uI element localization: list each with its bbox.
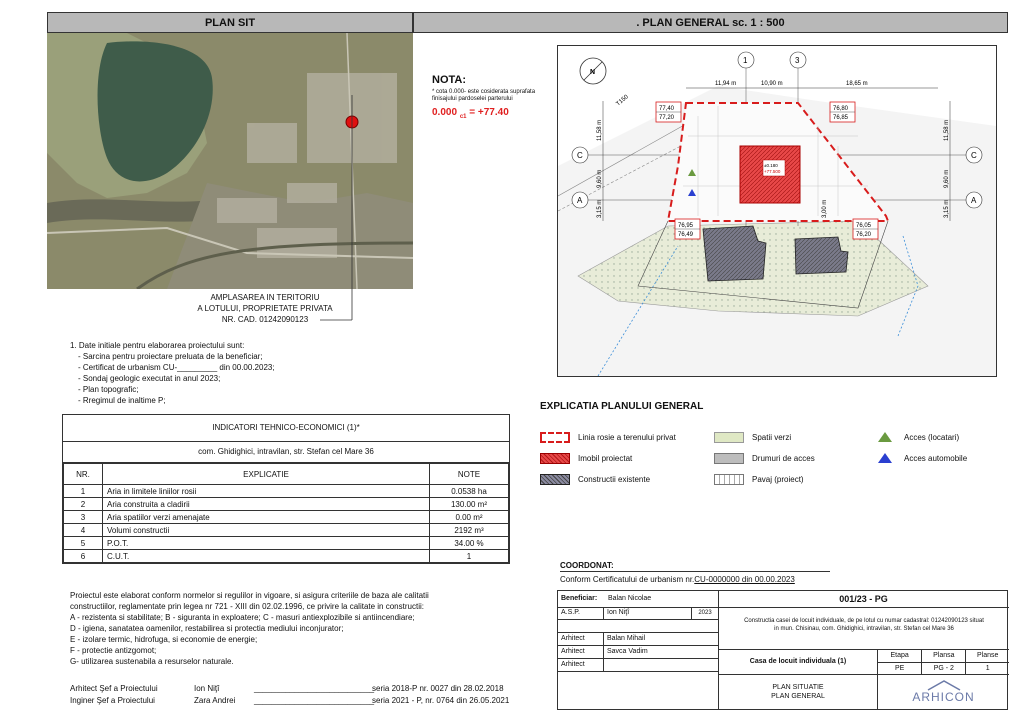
legend-label: Spatii verzi xyxy=(752,433,792,442)
level-value: 0.000 xyxy=(432,107,458,118)
axis-a-left: A xyxy=(577,196,583,205)
row-explicatie: Volumi constructii xyxy=(103,524,430,537)
sheet-title-line-2: PLAN GENERAL xyxy=(771,693,825,700)
dim-left-2: 9,60 m xyxy=(597,169,603,188)
asp-name: Ion Niţî xyxy=(604,607,692,619)
dim-top-3: 18,65 m xyxy=(846,81,868,87)
level-3-bottom: 76,49 xyxy=(678,232,694,238)
initial-data-title: 1. Date initiale pentru elaborarea proiectului sunt: xyxy=(70,341,245,350)
legend-label: Linia rosie a terenului privat xyxy=(578,433,676,442)
level-1-top: 77,40 xyxy=(659,106,675,112)
staff-table xyxy=(558,607,718,672)
caption-line-3: NR. CAD. 01242090123 xyxy=(221,315,309,324)
year: 2023 xyxy=(698,610,712,616)
row-nr: 1 xyxy=(64,485,103,498)
row-note: 0.00 m² xyxy=(430,511,509,524)
row-explicatie: C.U.T. xyxy=(103,550,430,563)
building-level-1: ±0.180 xyxy=(764,163,778,168)
plan-sit-title: PLAN SIT xyxy=(204,16,256,29)
initial-item-3: - Sondaj geologic executat in anul 2023; xyxy=(78,374,221,383)
legend-paving xyxy=(714,474,804,485)
dim-left-3: 3,15 m xyxy=(597,199,603,218)
dim-right-2: 9,60 m xyxy=(944,169,950,188)
initial-item-4: - Plan topografic; xyxy=(78,385,139,394)
staff-name: Savca Vadim xyxy=(607,648,648,655)
signature-row xyxy=(70,683,550,695)
level-sub: c1 xyxy=(459,114,467,120)
axis-c-left: C xyxy=(577,151,583,160)
initial-data xyxy=(70,340,370,406)
sig-line: ___________________________ xyxy=(254,696,375,705)
etapa-label: Etapa xyxy=(878,650,922,662)
asp-row xyxy=(558,607,718,620)
row-nr: 5 xyxy=(64,537,103,550)
sig-role: Arhitect Şef a Proiectului xyxy=(70,684,158,693)
dim-top-1: 11,94 m xyxy=(715,81,737,87)
legend-title: EXPLICATIA PLANULUI GENERAL xyxy=(540,401,704,412)
axis-1: 1 xyxy=(743,56,748,65)
col-nr: NR. xyxy=(64,464,103,485)
row-explicatie: Aria in limitele liniilor rosii xyxy=(103,485,430,498)
signature-row xyxy=(70,695,550,707)
sig-name: Ion Niţî xyxy=(194,684,220,693)
compliance-line-3: A - rezistenta si stabilitate; B - siguranta in exploatere; C - masuri antiexplozibile si antiincendiare; xyxy=(70,613,415,622)
coordonat-ref: CU-0000000 din 00.00.2023 xyxy=(694,575,795,584)
dim-right-1: 11,58 m xyxy=(944,119,950,141)
red-line-swatch xyxy=(540,432,570,443)
legend-projected xyxy=(540,453,632,464)
legend-label: Constructii existente xyxy=(578,475,651,484)
etapa-value: PE xyxy=(878,663,922,675)
row-nr: 3 xyxy=(64,511,103,524)
legend-label: Imobil proiectat xyxy=(578,454,633,463)
table-row xyxy=(64,485,509,498)
plansa-value: PG - 2 xyxy=(922,663,966,675)
nota-level xyxy=(432,107,542,120)
green-swatch xyxy=(714,432,744,443)
legend-car-access xyxy=(878,453,967,463)
indicators-title: INDICATORI TEHNICO-ECONOMICI (1)* xyxy=(63,415,509,442)
site-plan-drawing xyxy=(558,46,996,376)
compliance-line-6: F - protectie antizgomot; xyxy=(70,646,157,655)
staff-role: Arhitect xyxy=(558,646,604,658)
resident-access-legend-icon xyxy=(878,432,892,442)
nota-title: NOTA: xyxy=(432,74,467,86)
initial-item-5: - Rregimul de inaltime P; xyxy=(78,396,166,405)
legend-red-line xyxy=(540,432,676,443)
level-3-top: 76,95 xyxy=(678,223,694,229)
legend-roads xyxy=(714,453,815,464)
level-2-bottom: 76,85 xyxy=(833,115,849,121)
table-row xyxy=(64,524,509,537)
planse-value: 1 xyxy=(985,665,990,672)
company-logo xyxy=(878,679,1009,707)
signatures xyxy=(70,683,550,707)
existing-swatch xyxy=(540,474,570,485)
staff-name: Balan Mihail xyxy=(607,635,646,642)
nota-block xyxy=(432,74,542,120)
legend-label: Acces (locatari) xyxy=(904,432,960,442)
compliance-line-2: constructiilor, reglamentate prin legea nr 721 - XIII din 02.02.1996, ce privire la calitate in constructii: xyxy=(70,602,424,611)
indicators-table xyxy=(63,463,509,563)
map-pointer xyxy=(260,95,360,325)
dim-right-3: 3,15 m xyxy=(944,199,950,218)
table-row xyxy=(64,537,509,550)
asp-label: A.S.P. xyxy=(558,607,604,619)
row-nr: 6 xyxy=(64,550,103,563)
sig-name: Zara Andrei xyxy=(194,696,236,705)
projected-swatch xyxy=(540,453,570,464)
dim-top-2: 10,90 m xyxy=(761,81,783,87)
description-line-2: in mun. Chisinau, com. Ghidighici, intravilan, str. Stefan cel Mare 36 xyxy=(774,626,954,632)
row-nr: 2 xyxy=(64,498,103,511)
indicators-subtitle: com. Ghidighici, intravilan, str. Stefan cel Mare 36 xyxy=(63,442,509,463)
paving-swatch xyxy=(714,474,744,485)
roads-swatch xyxy=(714,453,744,464)
plan-sit-header xyxy=(47,12,413,33)
staff-role: Arhitect xyxy=(558,659,604,671)
svg-text:N: N xyxy=(590,69,596,76)
beneficiar-name: Balan Nicolae xyxy=(608,595,652,602)
staff-name xyxy=(604,659,607,671)
caption-line-2: A LOTULUI, PROPRIETATE PRIVATA xyxy=(197,304,333,313)
dim-left-1: 11,58 m xyxy=(597,119,603,141)
beneficiar-cell xyxy=(558,591,719,608)
legend-resident-access xyxy=(878,432,959,442)
level-abs: = +77.40 xyxy=(469,107,509,118)
sig-role: Inginer Şef a Proiectului xyxy=(70,696,155,705)
project-code: 001/23 - PG xyxy=(718,591,1009,608)
nota-text-1: * cota 0.000- este cosiderata suprafata xyxy=(432,89,536,95)
indicators-table-block xyxy=(62,414,510,564)
level-4-top: 76,05 xyxy=(856,223,872,229)
plan-general-title: . PLAN GENERAL sc. 1 : 500 xyxy=(636,16,785,29)
legend-green xyxy=(714,432,791,443)
nota-text-2: finisajului pardoselei parterului xyxy=(432,96,513,102)
sheet-info xyxy=(878,650,1009,674)
initial-item-1: - Sarcina pentru proiectare preluata de la beneficiar; xyxy=(78,352,263,361)
plan-general-header xyxy=(413,12,1008,33)
description-line-1: Constructia casei de locuit individuale, de pe lotul cu numar cadastral: 01242090123 situat xyxy=(744,618,984,624)
sig-cert: seria 2018-P nr. 0027 din 28.02.2018 xyxy=(372,684,504,693)
coordonat-line: Conform Certificatului de urbanism nr. xyxy=(560,575,695,584)
map-caption xyxy=(190,292,340,325)
compliance-line-1: Proiectul este elaborat conform normelor si regulilor in vigoare, si asigura criteriile de baza ale calitatii xyxy=(70,591,429,600)
row-explicatie: Aria spatiilor verzi amenajate xyxy=(103,511,430,524)
legend-label: Drumuri de acces xyxy=(752,454,815,463)
row-note: 130.00 m² xyxy=(430,498,509,511)
staff-role: Arhitect xyxy=(558,633,604,645)
axis-3: 3 xyxy=(795,56,800,65)
logo-text: ARHICON xyxy=(912,690,975,704)
title-block xyxy=(557,590,1008,710)
staff-row xyxy=(558,646,718,659)
beneficiar-label: Beneficiar: xyxy=(561,595,598,602)
coordonat-title: COORDONAT: xyxy=(560,561,830,572)
row-note: 2192 m³ xyxy=(430,524,509,537)
col-explicatie: EXPLICATIE xyxy=(103,464,430,485)
legend-label: Acces automobile xyxy=(904,453,968,463)
car-access-legend-icon xyxy=(878,453,892,463)
building-level-2: +77.500 xyxy=(764,169,781,174)
compliance-line-5: E - izolare termic, hidrofuga, si economie de energie; xyxy=(70,635,258,644)
row-nr: 4 xyxy=(64,524,103,537)
level-2-top: 76,80 xyxy=(833,106,849,112)
caption-line-1: AMPLASAREA IN TERITORIU xyxy=(210,293,320,302)
axis-c-right: C xyxy=(971,151,977,160)
compliance-line-7: G- utilizarea sustenabila a resurselor naturale. xyxy=(70,657,234,666)
compliance-line-4: D - igiena, sanatatea oamenilor, restabilirea si protectia mediului inconjurator; xyxy=(70,624,344,633)
table-row xyxy=(64,550,509,563)
planse-label: Planse xyxy=(977,652,999,659)
project-description xyxy=(719,617,1009,633)
col-note: NOTE xyxy=(430,464,509,485)
level-1-bottom: 77,20 xyxy=(659,115,675,121)
legend-label: Pavaj (proiect) xyxy=(752,475,804,484)
sheet-title xyxy=(719,683,877,701)
site-plan-frame xyxy=(557,45,997,377)
blank-row xyxy=(558,620,718,633)
sheet-title-line-1: PLAN SITUATIE xyxy=(772,684,824,691)
legend-existing xyxy=(540,474,650,485)
coordonat-block xyxy=(560,561,830,584)
object-name: Casa de locuit individuala (1) xyxy=(719,650,878,674)
table-row xyxy=(64,498,509,511)
compliance-block xyxy=(70,590,540,667)
row-note: 0.0538 ha xyxy=(430,485,509,498)
staff-row xyxy=(558,633,718,646)
axis-a-right: A xyxy=(971,196,977,205)
divider xyxy=(719,674,1009,675)
sig-cert: seria 2021 - P, nr. 0764 din 26.05.2021 xyxy=(372,696,510,705)
plansa-label: Plansa xyxy=(922,650,966,662)
table-row xyxy=(64,511,509,524)
level-4-bottom: 76,20 xyxy=(856,232,872,238)
staff-row xyxy=(558,659,718,672)
row-explicatie: Aria construita a cladirii xyxy=(103,498,430,511)
row-note: 34.00 % xyxy=(430,537,509,550)
row-note: 1 xyxy=(430,550,509,563)
row-explicatie: P.O.T. xyxy=(103,537,430,550)
initial-item-2: - Certificat de urbanism CU-_________ din 00.00.2023; xyxy=(78,363,275,372)
inner-dim: 3,00 m xyxy=(822,199,828,218)
sig-line: ___________________________ xyxy=(254,684,375,693)
road-label: T150 xyxy=(615,94,630,108)
